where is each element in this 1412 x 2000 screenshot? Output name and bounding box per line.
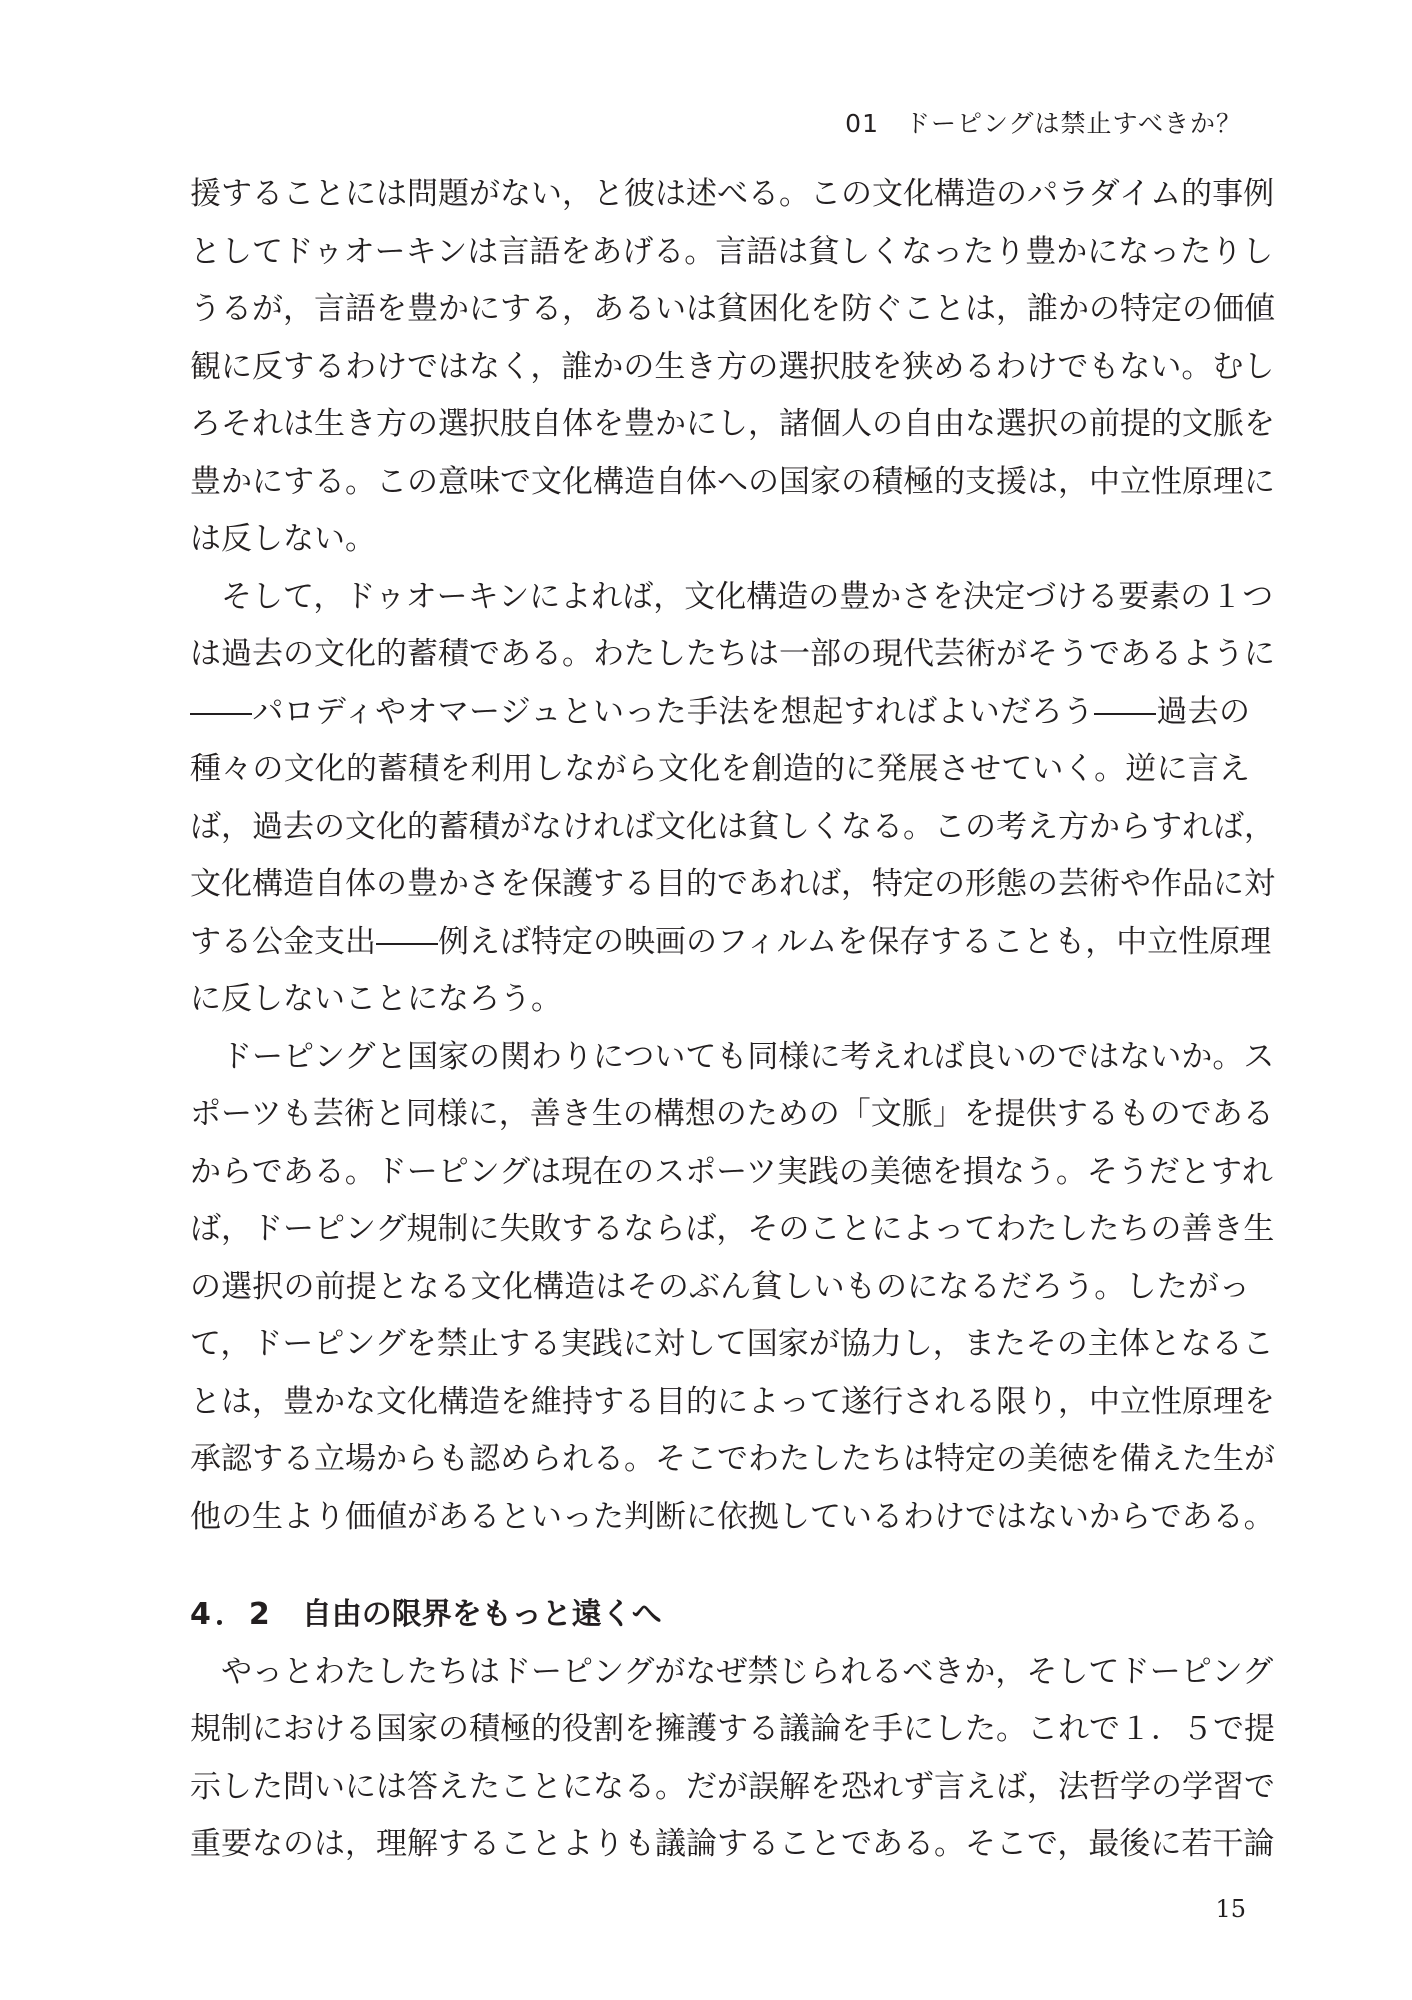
text-line: 承認する立場からも認められる。そこでわたしたちは特定の美徳を備えた生が <box>190 1441 1275 1477</box>
page-number: 15 <box>1215 1895 1246 1923</box>
text-line: 援することには問題がない，と彼は述べる。この文化構造のパラダイム的事例 <box>190 176 1275 212</box>
running-head <box>845 104 1242 140</box>
text-line: ――パロディやオマージュといった手法を想起すればよいだろう――過去の <box>190 693 1250 730</box>
paragraph-4 <box>190 1644 1275 1874</box>
text-line: ろそれは生き方の選択肢自体を豊かにし，諸個人の自由な選択の前提的文脈を <box>190 406 1275 442</box>
text-line: て，ドーピングを禁止する実践に対して国家が協力し，またその主体となるこ <box>190 1326 1274 1362</box>
text-line: に反しないことになろう。 <box>190 981 562 1017</box>
section-heading <box>190 1586 1250 1644</box>
text-line: ば，ドーピング規制に失敗するならば，そのことによってわたしたちの善き生 <box>190 1211 1275 1247</box>
text-line: ば，過去の文化的蓄積がなければ文化は貧しくなる。この考え方からすれば， <box>190 808 1275 845</box>
body-text <box>190 166 1275 1874</box>
paragraph-2 <box>190 569 1275 1029</box>
text-line: の選択の前提となる文化構造はそのぶん貧しいものになるだろう。したがっ <box>190 1268 1250 1305</box>
text-line: 文化構造自体の豊かさを保護する目的であれば，特定の形態の芸術や作品に対 <box>190 866 1275 902</box>
text-line: そして，ドゥオーキンによれば，文化構造の豊かさを決定づける要素の１つ <box>221 578 1274 615</box>
text-line: ドーピングと国家の関わりについても同様に考えれば良いのではないか。ス <box>221 1038 1275 1075</box>
text-line: は反しない。 <box>190 521 376 557</box>
text-line: うるが，言語を豊かにする，あるいは貧困化を防ぐことは，誰かの特定の価値 <box>190 291 1275 327</box>
chapter-number: 01 <box>845 109 879 138</box>
section-title: 自由の限界をもっと遠くへ <box>301 1597 662 1632</box>
text-line: 他の生より価値があるといった判断に依拠しているわけではないからである。 <box>190 1498 1275 1535</box>
text-line: 種々の文化的蓄積を利用しながら文化を創造的に発展させていく。逆に言え <box>190 751 1250 787</box>
text-line: としてドゥオーキンは言語をあげる。言語は貧しくなったり豊かになったりし <box>190 233 1274 270</box>
text-line: 観に反するわけではなく，誰かの生き方の選択肢を狭めるわけでもない。むし <box>190 348 1275 385</box>
text-line: 示した問いには答えたことになる。だが誤解を恐れず言えば，法哲学の学習で <box>190 1768 1275 1805</box>
chapter-title: ドーピングは禁止すべきか？ <box>904 109 1242 138</box>
text-line: とは，豊かな文化構造を維持する目的によって遂行される限り，中立性原理を <box>190 1383 1275 1420</box>
text-line: ポーツも芸術と同様に，善き生の構想のための「文脈」を提供するものである <box>190 1096 1274 1132</box>
text-line: する公金支出――例えば特定の映画のフィルムを保存することも，中立性原理 <box>190 923 1272 960</box>
text-line: からである。ドーピングは現在のスポーツ実践の美徳を損なう。そうだとすれ <box>190 1153 1273 1190</box>
text-line: は過去の文化的蓄積である。わたしたちは一部の現代芸術がそうであるように <box>190 636 1275 672</box>
text-line: 豊かにする。この意味で文化構造自体への国家の積極的支援は，中立性原理に <box>190 463 1275 500</box>
section-number: 4．2 <box>190 1597 274 1632</box>
text-line: 重要なのは，理解することよりも議論することである。そこで，最後に若干論 <box>190 1826 1275 1862</box>
paragraph-3 <box>190 1029 1275 1547</box>
paragraph-1 <box>190 166 1275 569</box>
text-line: 規制における国家の積極的役割を擁護する議論を手にした。これで１．５で提 <box>190 1711 1275 1747</box>
text-line: やっとわたしたちはドーピングがなぜ禁じられるべきか，そしてドーピング <box>221 1653 1274 1690</box>
